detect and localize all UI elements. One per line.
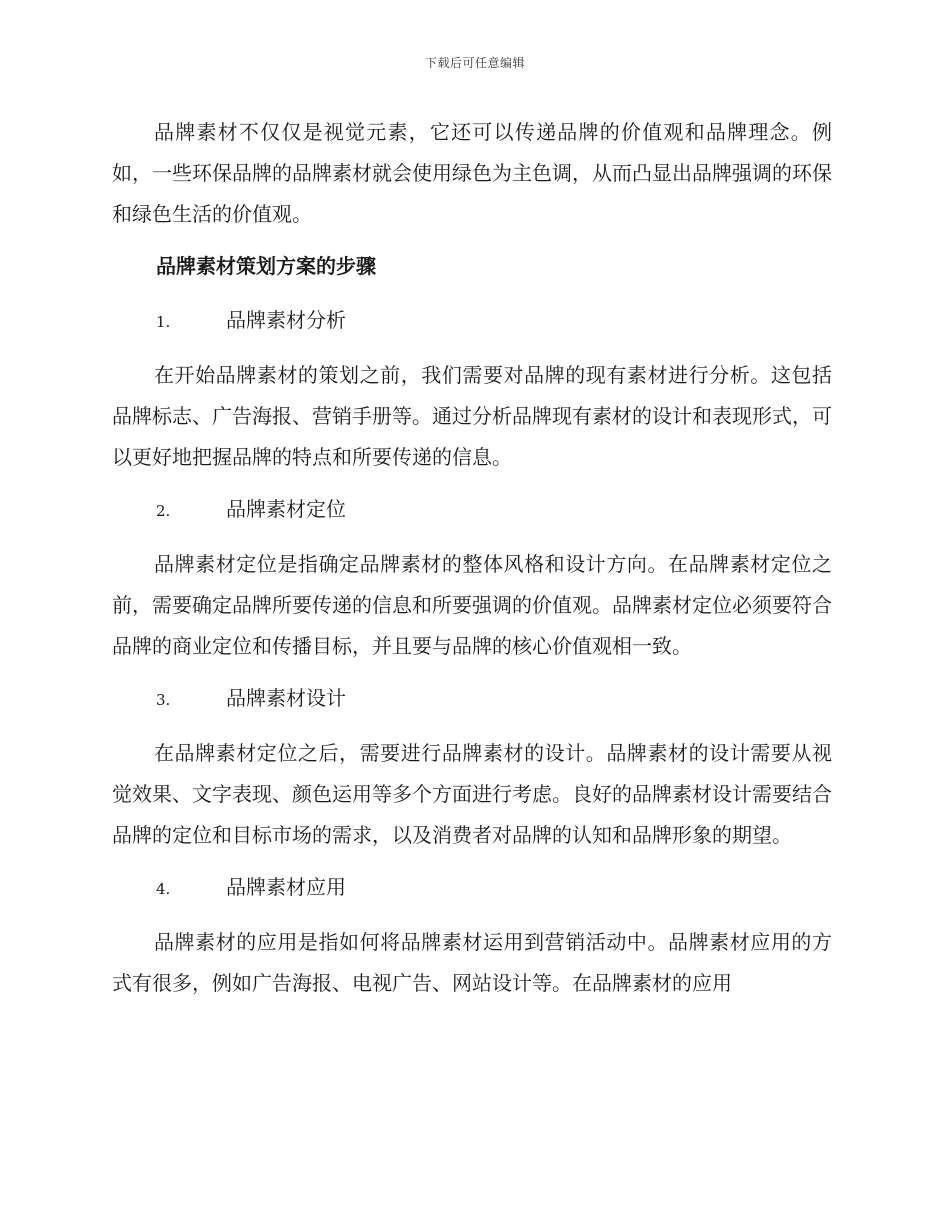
- step-3-heading: [112, 679, 832, 719]
- step-4-number: 4.: [156, 880, 171, 898]
- section-heading: 品牌素材策划方案的步骤: [156, 254, 376, 278]
- step-1-body: 在开始品牌素材的策划之前，我们需要对品牌的现有素材进行分析。这包括品牌标志、广告海报、营销手册等。通过分析品牌现有素材的设计和表现形式，可以更好地把握品牌的特点和所要传递的信息。: [112, 363, 832, 469]
- intro-paragraph: 品牌素材不仅仅是视觉元素，它还可以传递品牌的价值观和品牌理念。例如，一些环保品牌的品牌素材就会使用绿色为主色调，从而凸显出品牌强调的环保和绿色生活的价值观。: [112, 120, 832, 226]
- step-2-title: 品牌素材定位: [226, 497, 346, 521]
- step-3-body: 在品牌素材定位之后，需要进行品牌素材的设计。品牌素材的设计需要从视觉效果、文字表现、颜色运用等多个方面进行考虑。良好的品牌素材设计需要结合品牌的定位和目标市场的需求，以及消费者对品牌的认知和品牌形象的期望。: [112, 741, 832, 847]
- step-3-title: 品牌素材设计: [226, 686, 346, 710]
- step-2-heading: [112, 490, 832, 530]
- step-3-number: 3.: [156, 691, 171, 709]
- step-4-body: 品牌素材的应用是指如何将品牌素材运用到营销活动中。品牌素材应用的方式有很多，例如广告海报、电视广告、网站设计等。在品牌素材的应用: [112, 930, 832, 995]
- document-body: [112, 112, 832, 1016]
- step-2-number: 2.: [156, 502, 171, 520]
- step-1-title: 品牌素材分析: [226, 308, 346, 332]
- step-1-heading: [112, 301, 832, 341]
- step-2-body: 品牌素材定位是指确定品牌素材的整体风格和设计方向。在品牌素材定位之前，需要确定品牌所要传递的信息和所要强调的价值观。品牌素材定位必须要符合品牌的商业定位和传播目标，并且要与品牌的核心价值观相一致。: [112, 552, 832, 658]
- page-header: 下载后可任意编辑: [424, 56, 525, 70]
- step-4-heading: [112, 868, 832, 908]
- step-4-title: 品牌素材应用: [226, 875, 346, 899]
- step-1-number: 1.: [156, 313, 171, 331]
